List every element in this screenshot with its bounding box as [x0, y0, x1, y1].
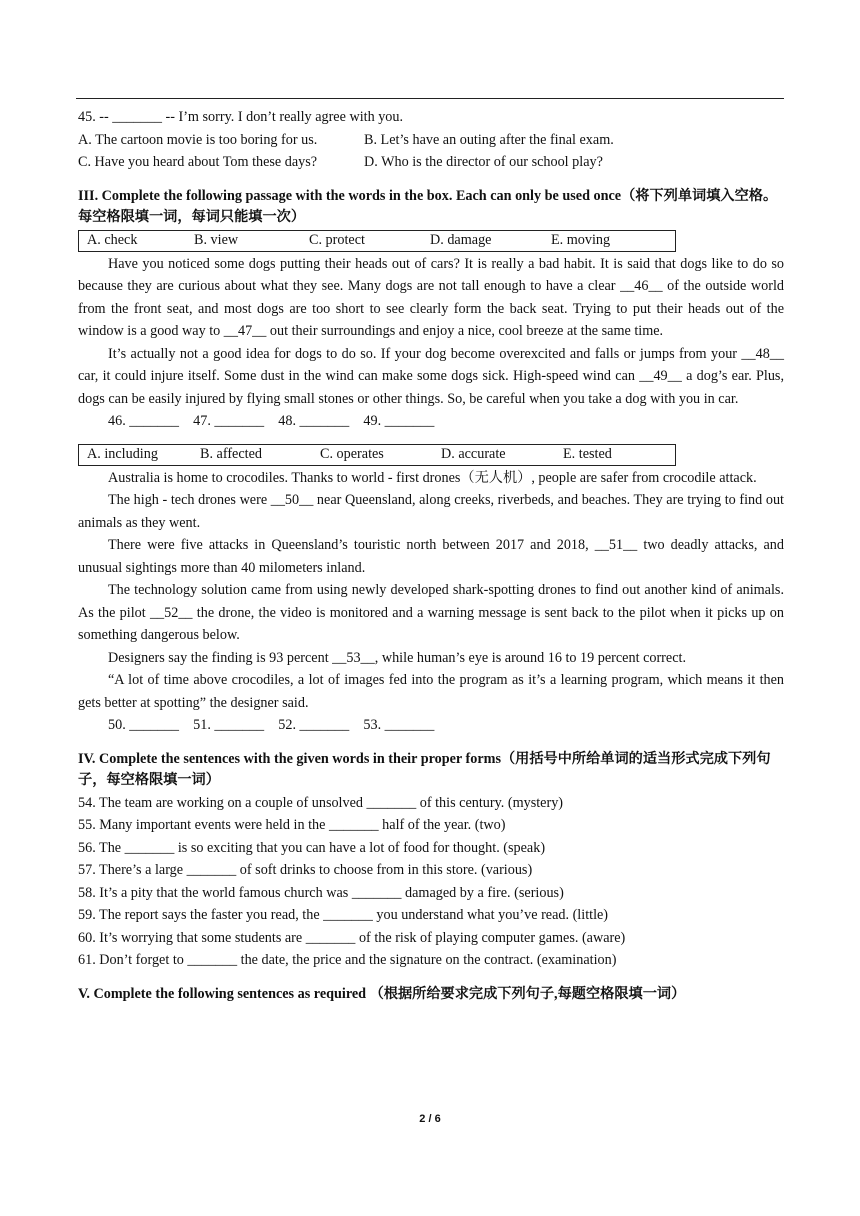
word-box-2-item: C. operates [320, 446, 384, 463]
sentence-item: 55. Many important events were held in the _______ half of the year. (two) [78, 817, 506, 833]
answer-blanks-46-49: 46. _______ 47. _______ 48. _______ 49. _______ [108, 413, 435, 429]
q45-option-a: A. The cartoon movie is too boring for us. [78, 131, 318, 148]
q45-options-row-1 [78, 129, 784, 152]
passage1-paragraph: It’s actually not a good idea for dogs to do so. If your dog become overexcited and falls or jumps from your __48__ car, it could injure itself. Some dust in the wind can make some dogs sick. High-speed wind can __49__ a dog’s ear. Plus, dogs can be easily injured by flying small stones or other things. So, be careful when you take a dog with you in car. [78, 345, 784, 407]
passage2-paragraph: The technology solution came from using newly developed shark-spotting drones to find out another kind of animals. As the pilot __52__ the drone, the video is monitored and a warning message is sent back to the pilot when it picks up on something dangerous below. [78, 582, 784, 643]
q45-option-d: D. Who is the director of our school play? [364, 154, 603, 170]
sentence-item: 59. The report says the faster you read, the _______ you understand what you’ve read. (little) [78, 907, 609, 923]
word-box-1-item: C. protect [309, 232, 365, 249]
sentence-item: 56. The _______ is so exciting that you can have a lot of food for thought. (speak) [78, 839, 546, 856]
passage2-paragraph: The high - tech drones were __50__ near Queensland, along creeks, riverbeds, and beaches. They are trying to find out animals as they went. [78, 492, 784, 531]
word-box-2-item: B. affected [200, 446, 262, 463]
word-box-1 [78, 230, 676, 252]
answer-blanks-50-53: 50. _______ 51. _______ 52. _______ 53. _______ [108, 717, 435, 733]
passage1-paragraph: Have you noticed some dogs putting their heads out of cars? It is really a bad habit. It is said that dogs like to do so because they are curious about what they see. Many dogs are not tall enough to have a clear __46__ of the outside world from the front seat, and most dogs are too short to see clearly form the back seat. Trying to put their heads out of the window is a good way to __47__ out their surroundings and enjoy a nice, cool breeze at the same time. [78, 255, 784, 339]
passage2-paragraph: “A lot of time above crocodiles, a lot of images fed into the program as it’s a learning program, which means it then gets better at spotting” the designer said. [78, 672, 784, 711]
passage2-paragraph: There were five attacks in Queensland’s touristic north between 2017 and 2018, __51__ two deadly attacks, and unusual sightings more than 40 milometers inland. [78, 537, 784, 576]
word-box-1-item: B. view [194, 232, 239, 249]
section3-heading: III. Complete the following passage with the words in the box. Each can only be used once（将下列单词填入空格。每空格限填一词，每词只能填一次） [78, 187, 778, 225]
sentence-item: 61. Don’t forget to _______ the date, the price and the signature on the contract. (examination) [78, 952, 617, 968]
header-rule [76, 98, 784, 99]
word-box-2 [78, 444, 676, 466]
word-box-2-item: E. tested [563, 446, 612, 463]
q45-option-c: C. Have you heard about Tom these days? [78, 154, 318, 170]
word-box-1-item: D. damage [430, 232, 492, 249]
q45-stem: 45. -- _______ -- I’m sorry. I don’t really agree with you. [78, 109, 404, 125]
page-content [78, 106, 784, 1005]
passage2-paragraph: Australia is home to crocodiles. Thanks to world - first drones（无人机）, people are safer from crocodile attack. [108, 469, 757, 486]
section5-heading: V. Complete the following sentences as required （根据所给要求完成下列句子,每题空格限填一词） [78, 985, 686, 1002]
word-box-2-item: D. accurate [441, 446, 506, 463]
q45-option-b: B. Let’s have an outing after the final exam. [364, 131, 614, 148]
passage2-paragraph: Designers say the finding is 93 percent __53__, while human’s eye is around 16 to 19 percent correct. [108, 649, 686, 666]
sentence-item: 58. It’s a pity that the world famous church was _______ damaged by a fire. (serious) [78, 884, 564, 901]
word-box-1-item: A. check [87, 232, 138, 249]
sentence-item: 54. The team are working on a couple of unsolved _______ of this century. (mystery) [78, 794, 564, 811]
sentence-item: 57. There’s a large _______ of soft drinks to choose from in this store. (various) [78, 862, 533, 878]
word-box-1-item: E. moving [551, 232, 611, 249]
word-box-2-item: A. including [87, 446, 158, 463]
sentence-item: 60. It’s worrying that some students are _______ of the risk of playing computer games. (aware) [78, 929, 626, 946]
q45-options-row-2 [78, 151, 784, 174]
section4-heading: IV. Complete the sentences with the given words in their proper forms（用括号中所给单词的适当形式完成下列句子，每空格限填一词） [78, 750, 771, 788]
page-number: 2 / 6 [419, 1113, 441, 1125]
